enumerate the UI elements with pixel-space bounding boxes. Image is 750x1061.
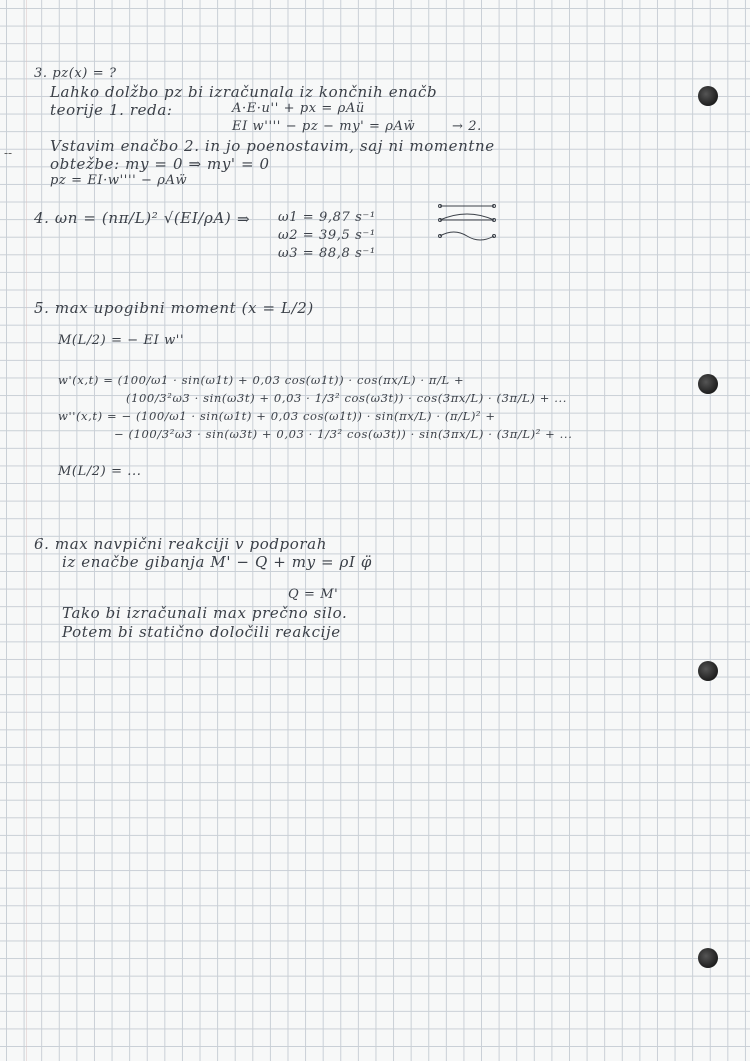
- s3-eq1: A·E·u'' + px = ρAü: [232, 101, 365, 116]
- s3-line1: Lahko dolžbo pz bi izračunala iz končnih enačb: [50, 83, 438, 101]
- margin-mark: --: [4, 146, 13, 160]
- s4-lhs: 4. ωn = (nπ/L)² √(EI/ρA): [34, 209, 232, 227]
- s6-heading: 6. max navpični reakciji v podporah: [34, 535, 327, 553]
- s6-line1: iz enačbe gibanja M' − Q + my = ρI φ̈: [62, 553, 372, 571]
- binder-hole-1: [698, 86, 718, 106]
- s5-result: M(L/2) = ...: [58, 464, 142, 479]
- s6-line3: Tako bi izračunali max prečno silo.: [62, 604, 348, 622]
- s6-line2: Q = M': [288, 587, 339, 602]
- page-margin-line: [26, 0, 27, 1061]
- binder-hole-2: [698, 374, 718, 394]
- s3-line6: pz = EI·w'''' − ρAẅ: [50, 173, 188, 188]
- s3-line5: obtežbe: my = 0 ⇒ my' = 0: [50, 155, 270, 173]
- s5-w2-a: w''(x,t) = − (100/ω1 · sin(ω1t) + 0,03 cos(ω1t)) · sin(πx/L) · (π/L)² +: [58, 409, 496, 423]
- s4-omega2: ω2 = 39,5 s⁻¹: [278, 228, 376, 243]
- s5-w1-b: (100/3²ω3 · sin(ω3t) + 0,03 · 1/3² cos(ω3t)) · cos(3πx/L) · (3π/L) + ...: [126, 391, 568, 405]
- s4-omega3: ω3 = 88,8 s⁻¹: [278, 246, 376, 261]
- s5-w1-a: w'(x,t) = (100/ω1 · sin(ω1t) + 0,03 cos(ω1t)) · cos(πx/L) · π/L +: [58, 373, 465, 387]
- s3-line4: Vstavim enačbo 2. in jo poenostavim, saj ni momentne: [50, 137, 495, 155]
- binder-hole-3: [698, 661, 718, 681]
- s4-omega1: ω1 = 9,87 s⁻¹: [278, 210, 376, 225]
- s4-arrow: ⇒: [237, 210, 251, 228]
- s5-w2-b: − (100/3²ω3 · sin(ω3t) + 0,03 · 1/3² cos(ω3t)) · sin(3πx/L) · (3π/L)² + ...: [114, 427, 573, 441]
- s3-eq2-arrow: → 2.: [452, 119, 482, 134]
- s6-line4: Potem bi statično določili reakcije: [62, 623, 341, 641]
- mode-shapes-sketch: [432, 200, 502, 250]
- s3-line2: teorije 1. reda:: [50, 101, 173, 119]
- binder-hole-4: [698, 948, 718, 968]
- s5-moment: M(L/2) = − EI w'': [58, 333, 185, 348]
- s3-eq2: EI w'''' − pz − my' = ρAẅ: [232, 119, 416, 134]
- s5-heading: 5. max upogibni moment (x = L/2): [34, 299, 314, 317]
- s3-heading: 3. pz(x) = ?: [34, 66, 117, 81]
